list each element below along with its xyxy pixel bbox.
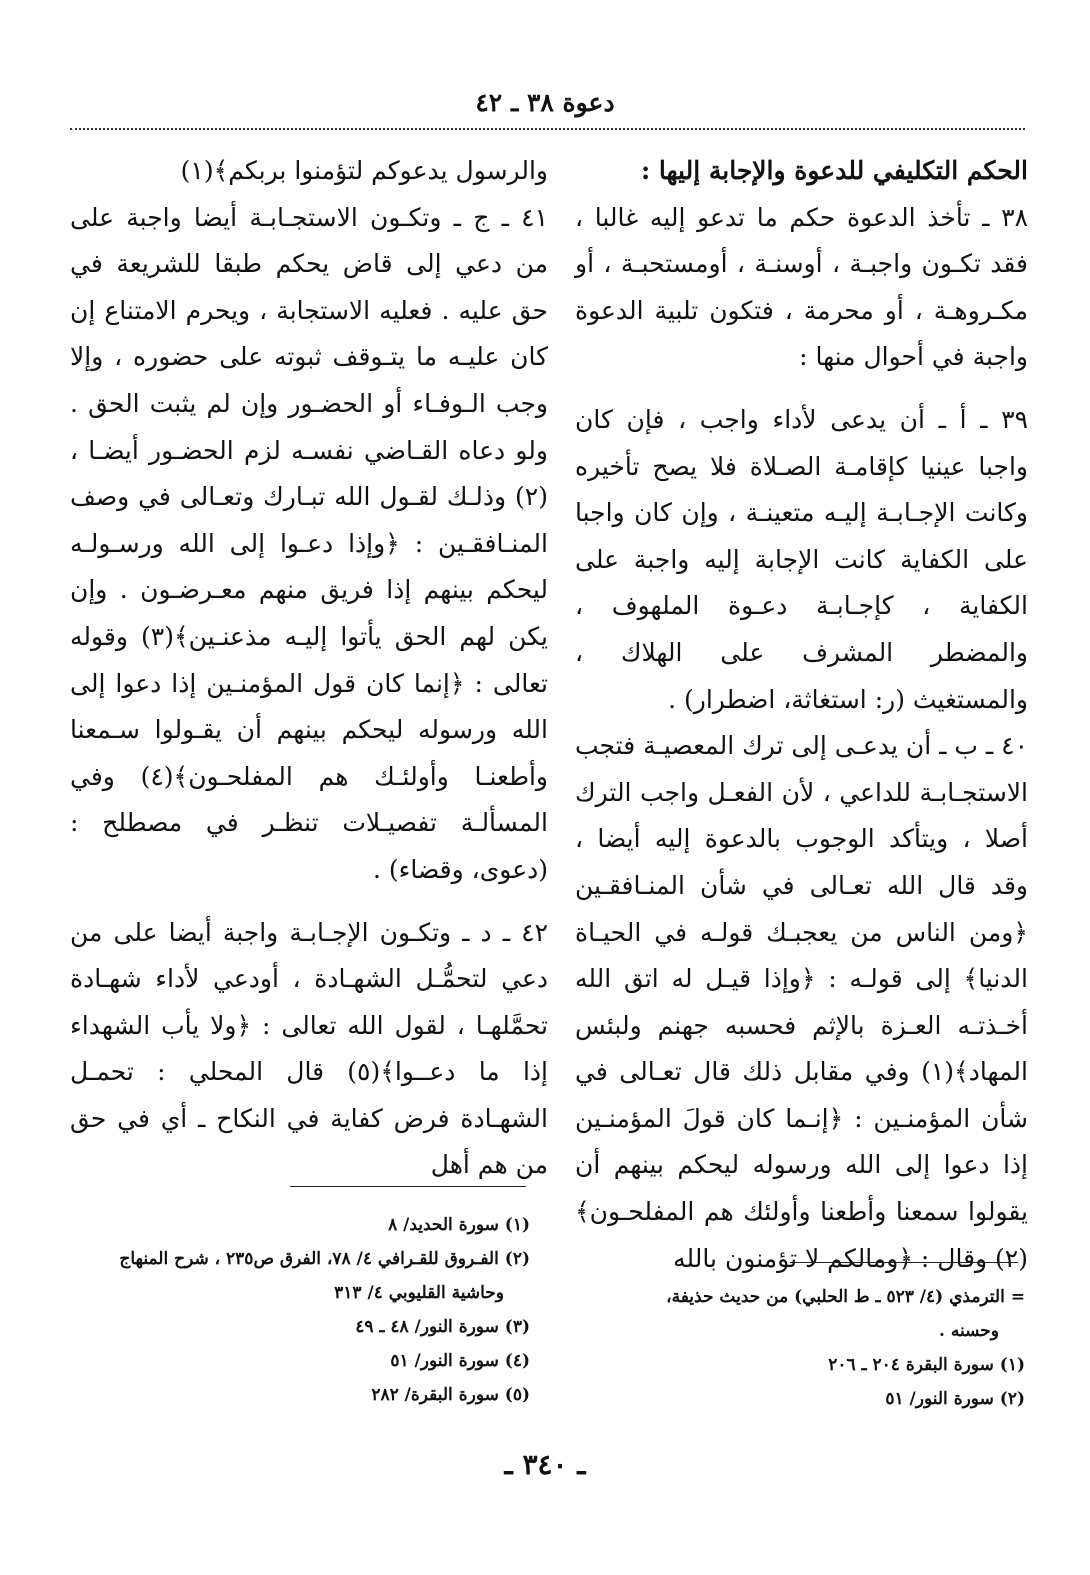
paragraph-41: ٤١ ـ ج ـ وتكـون الاستجـابـة أيضا واجبة على من دعي إلى قاض يحكم طبقا للشريعة في حق عليه . فعليه الاستجابة ، ويحرم الامتناع إن كان عليـه ما يتـوقف ثبوته على حضوره ، وإلا وجب الـوفـاء أو الحضـور وإن لم يثبت الحق . ولو دعاه القـاضي نفسـه لزم الحضـور أيضـا ،(٢) وذلـك لقـول الله تبـارك وتعـالى في وصف المنـافقـين : ﴿وإذا دعـوا إلى الله ورسـولـه ليحكم بينهم إذا فريق منهم معـرضـون . وإن يكن لهم الحق يأتوا إليـه مذعنـين﴾(٣) وقوله تعالى : ﴿إنما كان قول المؤمنـين إذا دعوا إلى الله ورسوله ليحكم بينهم أن يقـولوا سـمعنا وأطعنـا وأولئـك هم المفلحـون﴾(٤) وفي المسألـة تفصيـلات تنظـر في مصطلح : (دعوى، وقضاء) . [70, 202, 548, 884]
footnote-l2: (٢) الفـروق للقـرافي ٤/ ٧٨، الفرق ص٢٣٥ ، شرح المنهاج [119, 1249, 530, 1269]
left-column [70, 148, 548, 1189]
footnotes-right [575, 1280, 1025, 1416]
footnotes-left [60, 1208, 530, 1412]
footnote-continuation-2: وحسنه . [939, 1321, 999, 1341]
right-column [575, 148, 1028, 1282]
footnote-rule-left [290, 1186, 526, 1187]
footnote-l1: (١) سورة الحديد/ ٨ [388, 1215, 530, 1235]
paragraph-38: ٣٨ ـ تأخذ الدعوة حكم ما تدعو إليه غالبا ، فقد تكـون واجبـة ، أوسنـة ، أومستحبـة ، أو مكـروهـة ، أو محرمة ، فتكون تلبية الدعوة واجبة في أحوال منها : [575, 202, 1028, 372]
paragraph-42: ٤٢ ـ د ـ وتكـون الإجـابـة واجبة أيضا على من دعي لتحمُّـل الشهـادة ، أودعي لأداء شهـادة تحمَّلهـا ، لقول الله تعالى : ﴿ولا يأب الشهداء إذا ما دعــوا﴾(٥) قال المحلي : تحمـل الشهـادة فرض كفاية في النكاح ـ أي في حق من هم أهل [70, 917, 548, 1180]
footnote-l2-cont: وحاشية القليوبي ٤/ ٣١٣ [334, 1283, 504, 1303]
footnote-continuation: = الترمذي (٤/ ٥٢٣ ـ ط الحلبي) من حديث حذيفة، [666, 1287, 1025, 1307]
page-number: ـ ٣٤٠ ـ [504, 1448, 586, 1481]
paragraph-40: ٤٠ ـ ب ـ أن يدعـى إلى ترك المعصيـة فتجب الاستجـابـة للداعي ، لأن الفعـل واجب الترك أصلا ، ويتأكد الوجوب بالدعوة إليه أيضا ، وقد قال الله تعـالى في شأن المنـافقـين ﴿ومن الناس من يعجبـك قولـه في الحيـاة الدنيا﴾ إلى قولـه : ﴿وإذا قيـل له اتق الله أخـذتـه العـزة بالإثم فحسبه جهنم ولبئس المهاد﴾(١) وفي مقابل ذلك قال تعـالى في شأن المؤمنـين : ﴿إنـما كان قولَ المؤمنـين إذا دعوا إلى الله ورسوله ليحكم بينهم أن يقولوا سمعنا وأطعنا وأولئك هم المفلحـون﴾(٢) وقال : ﴿ومالكم لا تؤمنون بالله [575, 731, 1028, 1273]
footnote-r2: (٢) سورة النور/ ٥١ [885, 1389, 1025, 1409]
section-title: الحكم التكليفي للدعوة والإجابة إليها : [640, 156, 1028, 185]
footnote-l3: (٣) سورة النور/ ٤٨ ـ ٤٩ [355, 1317, 530, 1337]
paragraph-39: ٣٩ ـ أ ـ أن يدعى لأداء واجب ، فإن كان واجبا عينيا كإقامـة الصـلاة فلا يصح تأخيره وكانت الإجـابـة إليـه متعينـة ، وإن كان واجبا على الكفاية كانت الإجابة إليه واجبة على الكفاية ، كإجـابـة دعـوة الملهوف ، والمضطر المشرف على الهلاك ، والمستغيث (ر: استغاثة، اضطرار) . [575, 404, 1028, 714]
paragraph-40-continued: والرسول يدعوكم لتؤمنوا بربكم﴾(١) [180, 156, 548, 185]
page-header: دعوة ٣٨ ـ ٤٢ [475, 88, 615, 117]
footnote-l4: (٤) سورة النور/ ٥١ [390, 1351, 530, 1371]
footnote-r1: (١) سورة البقرة ٢٠٤ ـ ٢٠٦ [828, 1355, 1025, 1375]
header-dotted-rule [70, 128, 1025, 130]
footnote-rule-right [790, 1262, 1018, 1263]
footnote-l5: (٥) سورة البقرة/ ٢٨٢ [371, 1385, 530, 1405]
